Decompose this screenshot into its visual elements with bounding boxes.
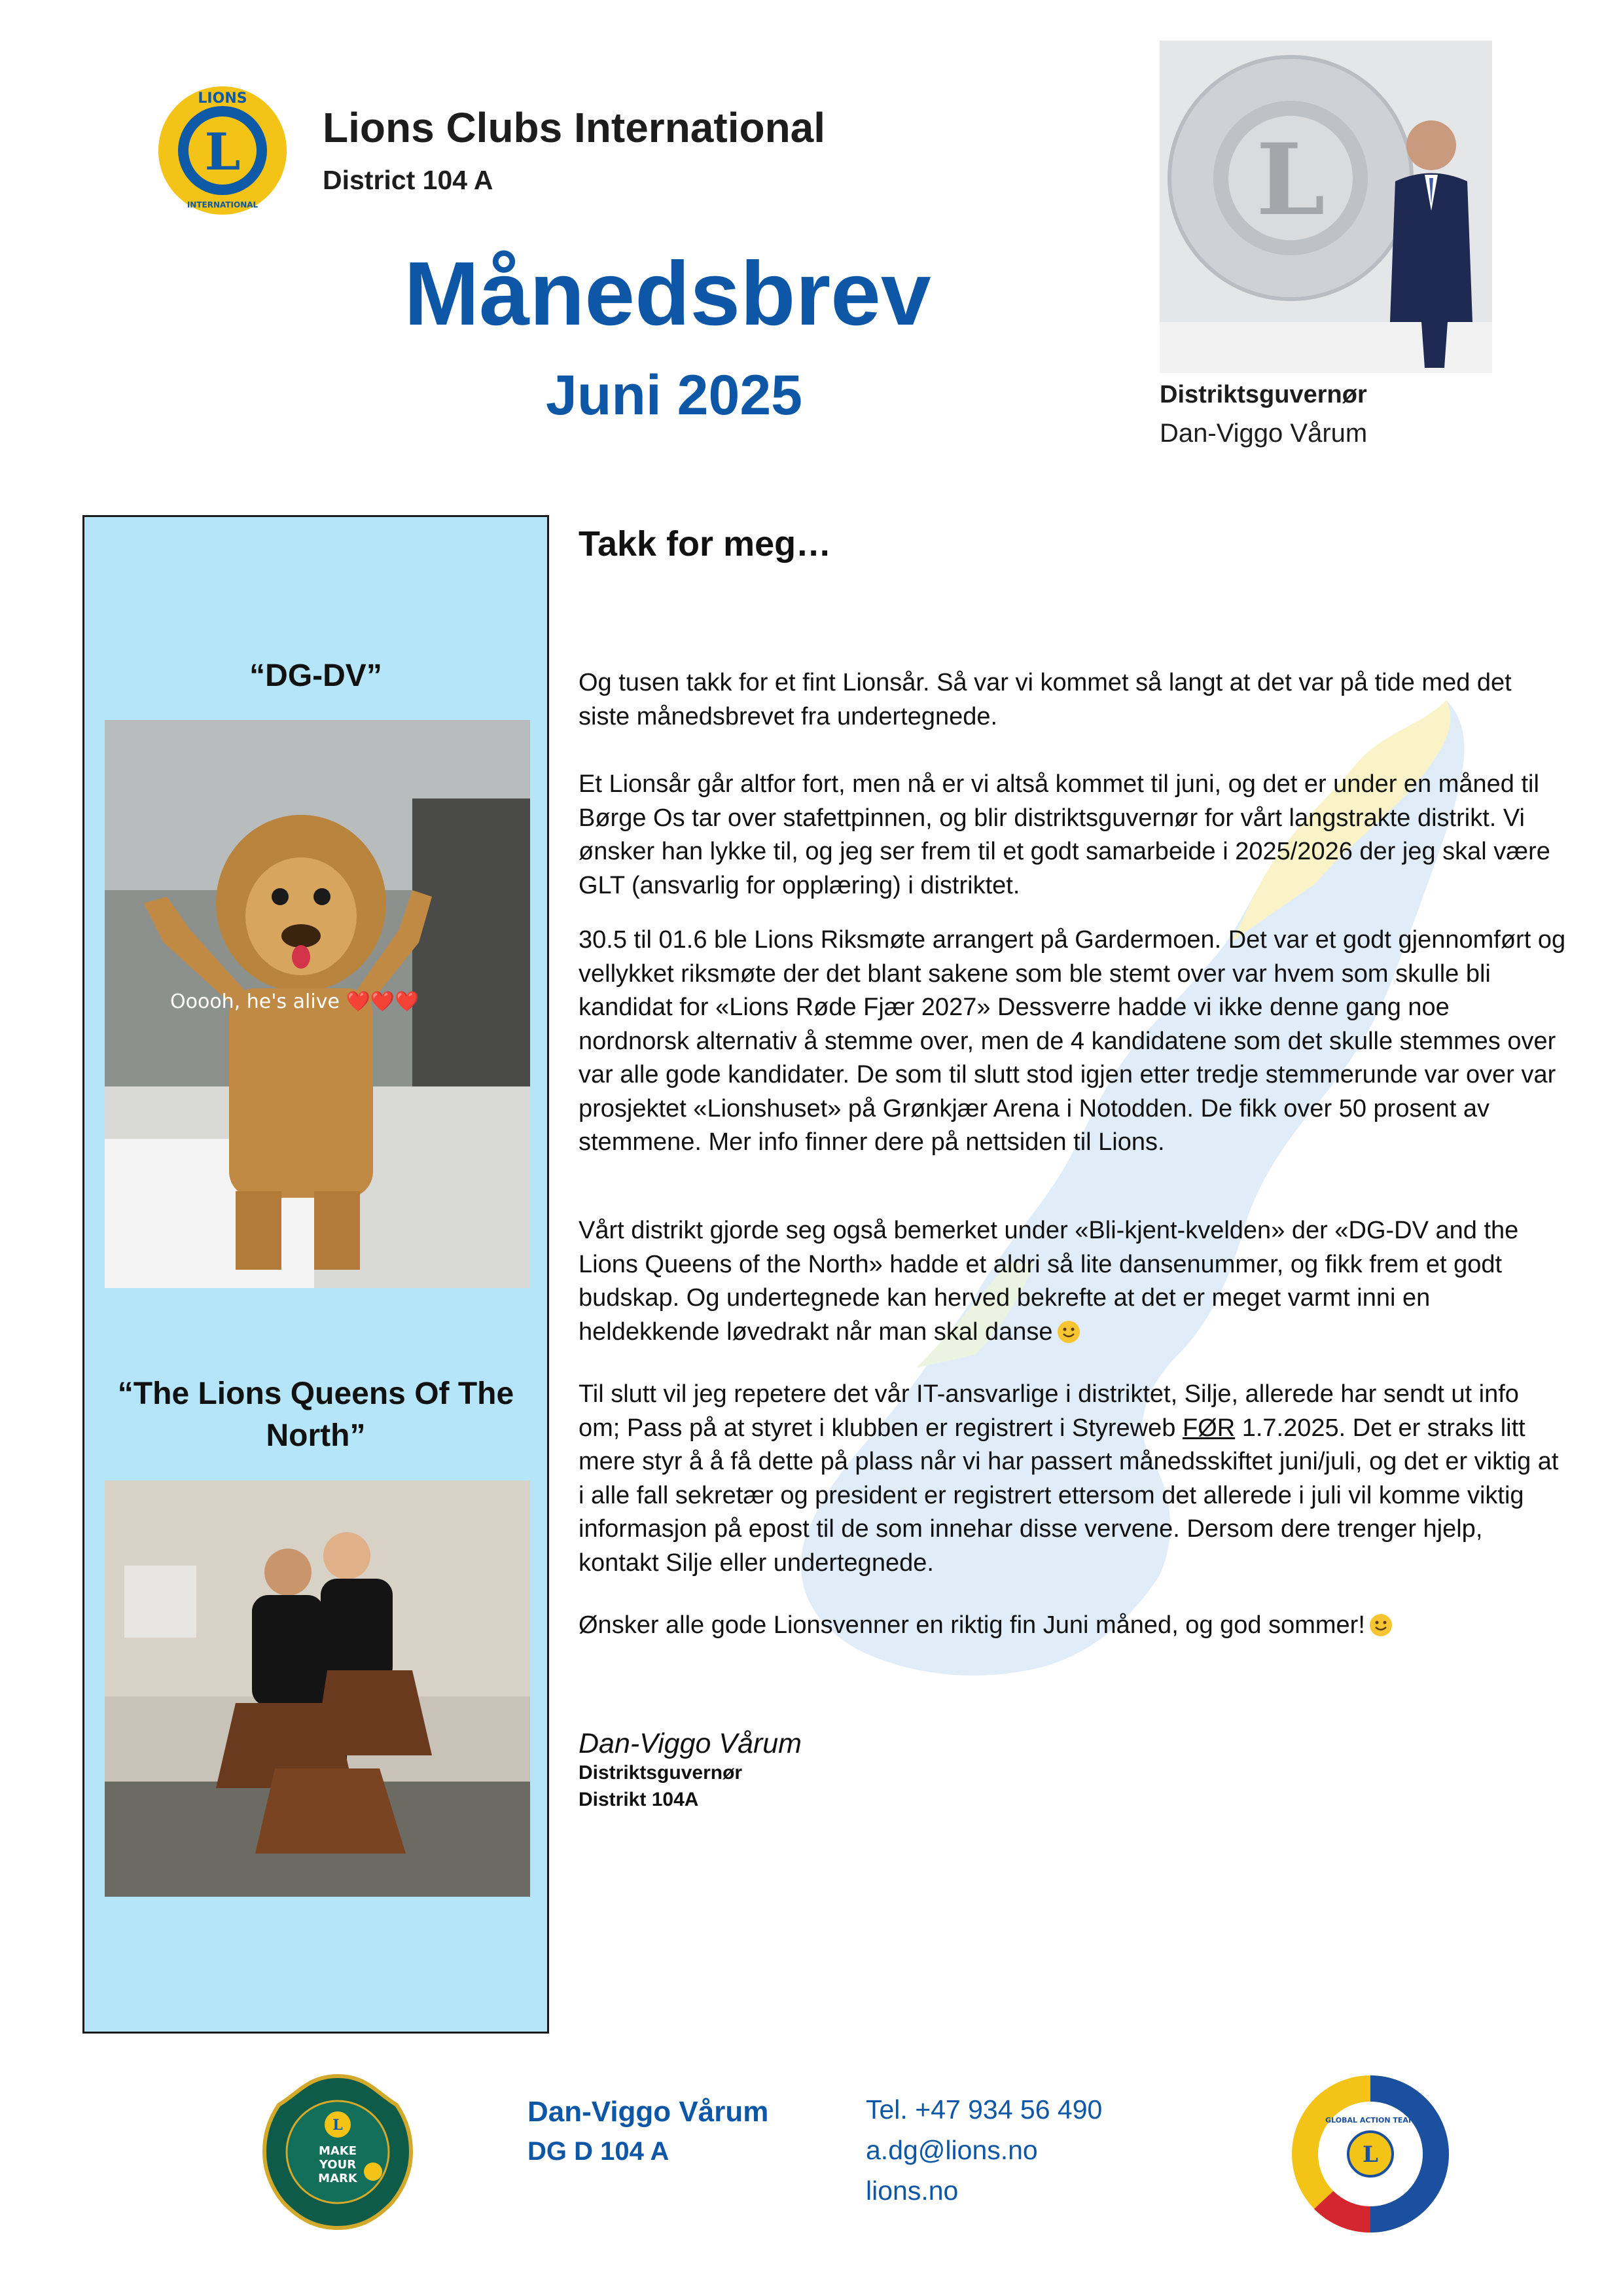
footer-email-link[interactable]: a.dg@lions.no [866, 2135, 1038, 2165]
article-paragraph-1: Og tusen takk for et fint Lionsår. Så var vi kommet så langt at det var på tide med det siste månedsbrevet fra undertegnede. [579, 669, 1512, 730]
lions-queens-photo [105, 1480, 530, 1897]
photo-caption-dg-dv: “DG-DV” [249, 658, 382, 693]
smiley-icon [1369, 1613, 1393, 1637]
photo-caption-queens: “The Lions Queens Of The North” [117, 1376, 514, 1453]
page-subtitle: Juni 2025 [546, 364, 802, 427]
org-district: District 104 A [323, 165, 493, 195]
svg-text:L: L [1363, 2142, 1378, 2168]
footer-phone: Tel. +47 934 56 490 [866, 2094, 1103, 2125]
governor-name: Dan-Viggo Vårum [1160, 419, 1368, 448]
smiley-icon [1057, 1320, 1080, 1344]
governor-photo [1160, 41, 1492, 373]
article-paragraph-4: Vårt distrikt gjorde seg også bemerket under «Bli-kjent-kvelden» der «DG-DV and the Lions Queens of the North» hadde et aldri så lite dansenummer, og fikk frem et godt budskap. Og undertegnede kan herved bekrefte at det er meget varmt inni en heldekkende løvedrakt når man skal danse [579, 1217, 1519, 1346]
footer-dg-title: DG D 104 A [527, 2137, 669, 2166]
signature-role: Distriktsguvernør [579, 1762, 743, 1784]
lions-logo [157, 82, 288, 219]
lion-costume-photo [105, 720, 530, 1288]
underlined-before: FØR [1182, 1414, 1236, 1442]
page-title: Månedsbrev [404, 243, 931, 344]
signature-name: Dan-Viggo Vårum [579, 1728, 802, 1759]
global-action-team-badge [1288, 2072, 1453, 2236]
photo-overlay-text: Ooooh, he's alive ❤️❤️❤️ [170, 990, 419, 1013]
footer-name: Dan-Viggo Vårum [527, 2096, 769, 2128]
article-paragraph-6: Ønsker alle gode Lionsvenner en riktig fin Juni måned, og god sommer! [579, 1609, 1567, 1643]
svg-text:L: L [1256, 122, 1325, 238]
org-name: Lions Clubs International [323, 104, 826, 151]
governor-role: Distriktsguvernør [1160, 381, 1367, 408]
svg-text:L: L [332, 2117, 343, 2134]
svg-text:LIONS: LIONS [198, 90, 247, 107]
article-paragraph-5: Til slutt vil jeg repetere det vår IT-ansvarlige i distriktet, Silje, allerede har sendt ut info om; Pass på at styret i klubben er registrert i Styreweb FØR 1.7.2025. Det er straks litt mere styr å å få dette på plass når vi har passert månedsskiftet juni/juli, og det er viktig at i alle fall sekretær og president er registrert ettersom det allerede i juli vil komme viktig informasjon på epost til de som innehar disse vervene. Dersom dere trenger hjelp, kontakt Silje eller undertegnede. [579, 1380, 1559, 1577]
article-paragraph-3: 30.5 til 01.6 ble Lions Riksmøte arrangert på Gardermoen. Det var et godt gjennomført og vellykket riksmøte der det blant sakene som ble stemt over var hvem som skulle bli kandidat for «Lions Røde Fjær 2027» Dessverre hadde vi ikke denne gang noe nordnorsk alternativ å stemme over, men de 4 kandidatene som det skulle stemmes over var alle gode kandidater. De som til slutt stod igjen etter tredje stemmerunde var over var prosjektet «Lionshuset» på Grønkjær Arena i Notodden. De fikk over 50 prosent av stemmene. Mer info finner dere på nettsiden til Lions. [579, 926, 1566, 1156]
svg-text:INTERNATIONAL: INTERNATIONAL [187, 200, 259, 209]
svg-text:MARK: MARK [318, 2172, 357, 2185]
article-paragraph-2: Et Lionsår går altfor fort, men nå er vi altså kommet til juni, og det er under en måned til Børge Os tar over stafettpinnen, og blir distriktsguvernør for vårt langstrakte distrikt. Vi ønsker han lykke til, og jeg ser frem til et godt samarbeide i 2025/2026 der jeg skal være GLT (ansvarlig for opplæring) i distriktet. [579, 770, 1550, 899]
svg-text:GLOBAL ACTION TEAM: GLOBAL ACTION TEAM [1325, 2116, 1416, 2125]
footer-website-link[interactable]: lions.no [866, 2176, 959, 2206]
logo-letter: L [204, 122, 241, 182]
signature-district: Distrikt 104A [579, 1789, 699, 1810]
article-heading: Takk for meg… [579, 524, 832, 564]
svg-text:MAKE: MAKE [318, 2144, 357, 2158]
svg-text:YOUR: YOUR [319, 2158, 357, 2172]
make-your-mark-badge [262, 2073, 414, 2231]
